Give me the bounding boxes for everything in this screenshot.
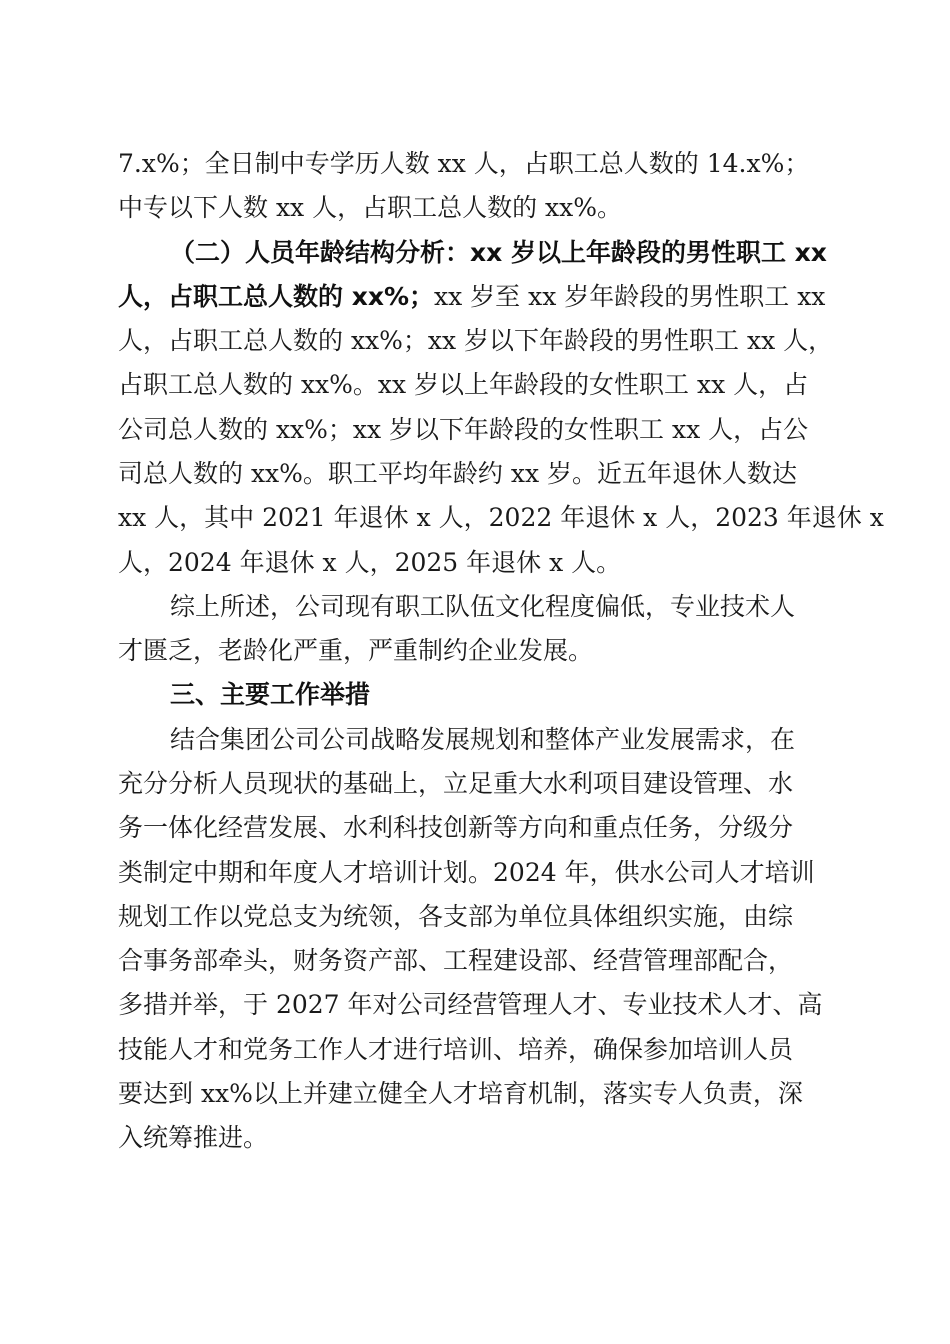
paragraph-line: 中专以下人数 xx 人，占职工总人数的 xx%。 (118, 193, 622, 222)
bold-segment: 人，占职工总人数的 xx%； (118, 282, 435, 311)
paragraph-line (118, 280, 825, 314)
paragraph-line: 才匮乏，老龄化严重，严重制约企业发展。 (118, 636, 594, 665)
paragraph-line: 人，占职工总人数的 xx%；xx 岁以下年龄段的男性职工 xx 人， (118, 326, 834, 355)
paragraph-line: 充分分析人员现状的基础上，立足重大水利项目建设管理、水 (118, 769, 794, 798)
paragraph-line: 务一体化经营发展、水利科技创新等方向和重点任务，分级分 (118, 813, 794, 842)
paragraph-line: 技能人才和党务工作人才进行培训、培养，确保参加培训人员 (118, 1035, 794, 1064)
paragraph-line: 司总人数的 xx%。职工平均年龄约 xx 岁。近五年退休人数达 (118, 459, 797, 488)
paragraph-line: 入统筹推进。 (118, 1123, 269, 1152)
paragraph-line: 要达到 xx%以上并建立健全人才培育机制，落实专人负责，深 (118, 1079, 803, 1108)
paragraph-line: 规划工作以党总支为统领，各支部为单位具体组织实施，由综 (118, 902, 794, 931)
paragraph-line: 综上所述，公司现有职工队伍文化程度偏低，专业技术人 (170, 592, 796, 621)
paragraph-line: 类制定中期和年度人才培训计划。2024 年，供水公司人才培训 (118, 858, 815, 887)
paragraph-line: 结合集团公司公司战略发展规划和整体产业发展需求，在 (170, 725, 796, 754)
section-heading-age-structure: （二）人员年龄结构分析：xx 岁以上年龄段的男性职工 xx (170, 238, 827, 267)
paragraph-line: 人，2024 年退休 x 人，2025 年退休 x 人。 (118, 548, 622, 577)
paragraph-line: xx 人，其中 2021 年退休 x 人，2022 年退休 x 人，2023 年退休 x (118, 503, 884, 532)
paragraph-line: 多措并举，于 2027 年对公司经营管理人才、专业技术人才、高 (118, 990, 823, 1019)
paragraph-line: 公司总人数的 xx%；xx 岁以下年龄段的女性职工 xx 人，占公 (118, 415, 809, 444)
paragraph-line: 7.x%；全日制中专学历人数 xx 人，占职工总人数的 14.x%； (118, 149, 810, 178)
section-heading-main-measures: 三、主要工作举措 (170, 680, 371, 709)
text-segment: xx 岁至 xx 岁年龄段的男性职工 xx (434, 282, 826, 311)
paragraph-line: 合事务部牵头，财务资产部、工程建设部、经营管理部配合， (118, 946, 794, 975)
paragraph-line: 占职工总人数的 xx%。xx 岁以上年龄段的女性职工 xx 人，占 (118, 370, 809, 399)
